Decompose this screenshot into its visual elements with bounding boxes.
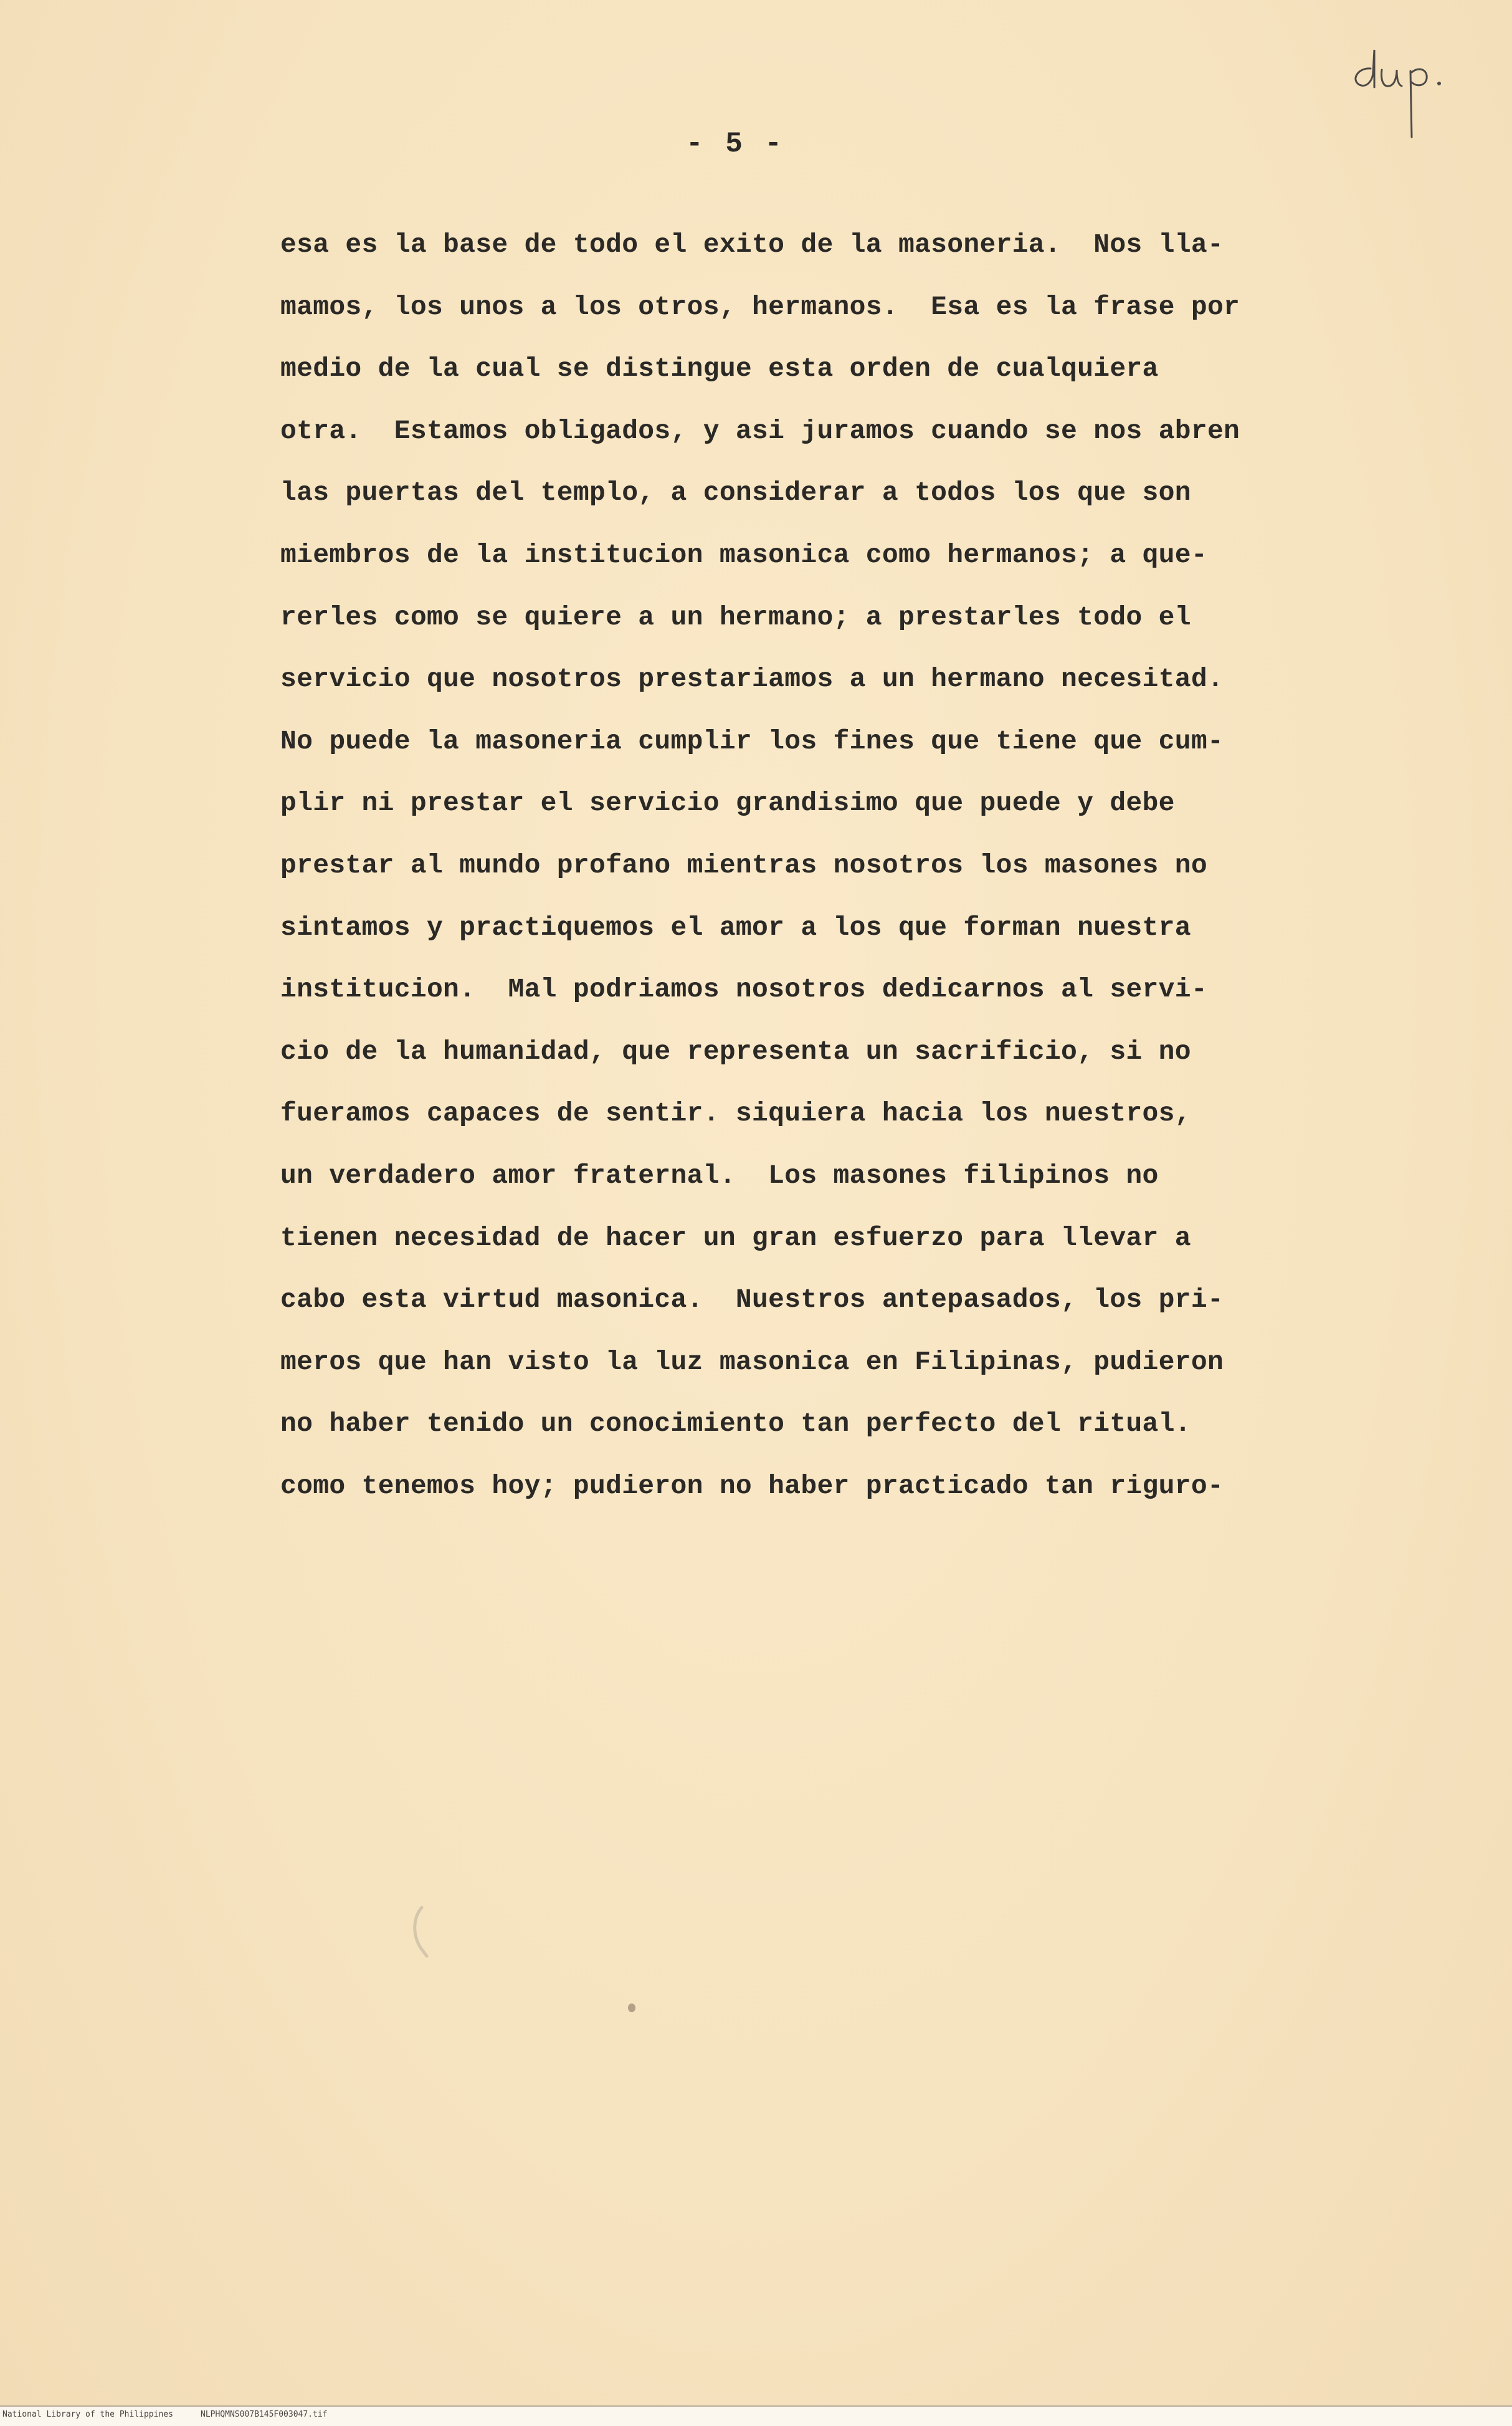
paper-speck xyxy=(628,2003,635,2012)
text-line: mamos, los unos a los otros, hermanos. Esa es la frase por xyxy=(280,291,1240,322)
handwritten-margin-note xyxy=(1346,44,1464,150)
text-line: fueramos capaces de sentir. siquiera hacia los nuestros, xyxy=(280,1098,1191,1129)
text-line: rerles como se quiere a un hermano; a prestarles todo el xyxy=(280,601,1191,633)
ink-smudge xyxy=(408,1904,433,1960)
text-line: miembros de la institucion masonica como hermanos; a que- xyxy=(280,539,1207,570)
text-line: meros que han visto la luz masonica en Filipinas, pudieron xyxy=(280,1346,1224,1377)
typewritten-body xyxy=(280,223,1252,1526)
text-line: No puede la masoneria cumplir los fines que tiene que cum- xyxy=(280,725,1224,757)
text-line: no haber tenido un conocimiento tan perfecto del ritual. xyxy=(280,1408,1191,1440)
footer-institution: National Library of the Philippines xyxy=(2,2410,173,2419)
footer-filename: NLPHQMNS007B145F003047.tif xyxy=(201,2410,328,2419)
scan-footer xyxy=(0,2405,1512,2426)
page-number: - 5 - xyxy=(685,128,785,160)
text-line: como tenemos hoy; pudieron no haber practicado tan riguro- xyxy=(280,1470,1224,1501)
text-line: medio de la cual se distingue esta orden de cualquiera xyxy=(280,353,1159,384)
text-line: tienen necesidad de hacer un gran esfuerzo para llevar a xyxy=(280,1222,1191,1253)
text-line: un verdadero amor fraternal. Los masones filipinos no xyxy=(280,1160,1159,1191)
text-line: cabo esta virtud masonica. Nuestros antepasados, los pri- xyxy=(280,1284,1224,1316)
text-line: servicio que nosotros prestariamos a un hermano necesitad. xyxy=(280,664,1224,695)
text-line: sintamos y practiquemos el amor a los que forman nuestra xyxy=(280,912,1191,943)
text-line: otra. Estamos obligados, y asi juramos cuando se nos abren xyxy=(280,415,1240,446)
text-line: esa es la base de todo el exito de la masoneria. Nos lla- xyxy=(280,229,1224,260)
text-line: las puertas del templo, a considerar a todos los que son xyxy=(280,477,1191,509)
text-line: prestar al mundo profano mientras nosotros los masones no xyxy=(280,849,1207,881)
text-line: institucion. Mal podriamos nosotros dedicarnos al servi- xyxy=(280,974,1207,1005)
text-line: cio de la humanidad, que representa un sacrificio, si no xyxy=(280,1036,1191,1067)
text-line: plir ni prestar el servicio grandisimo que puede y debe xyxy=(280,788,1175,819)
